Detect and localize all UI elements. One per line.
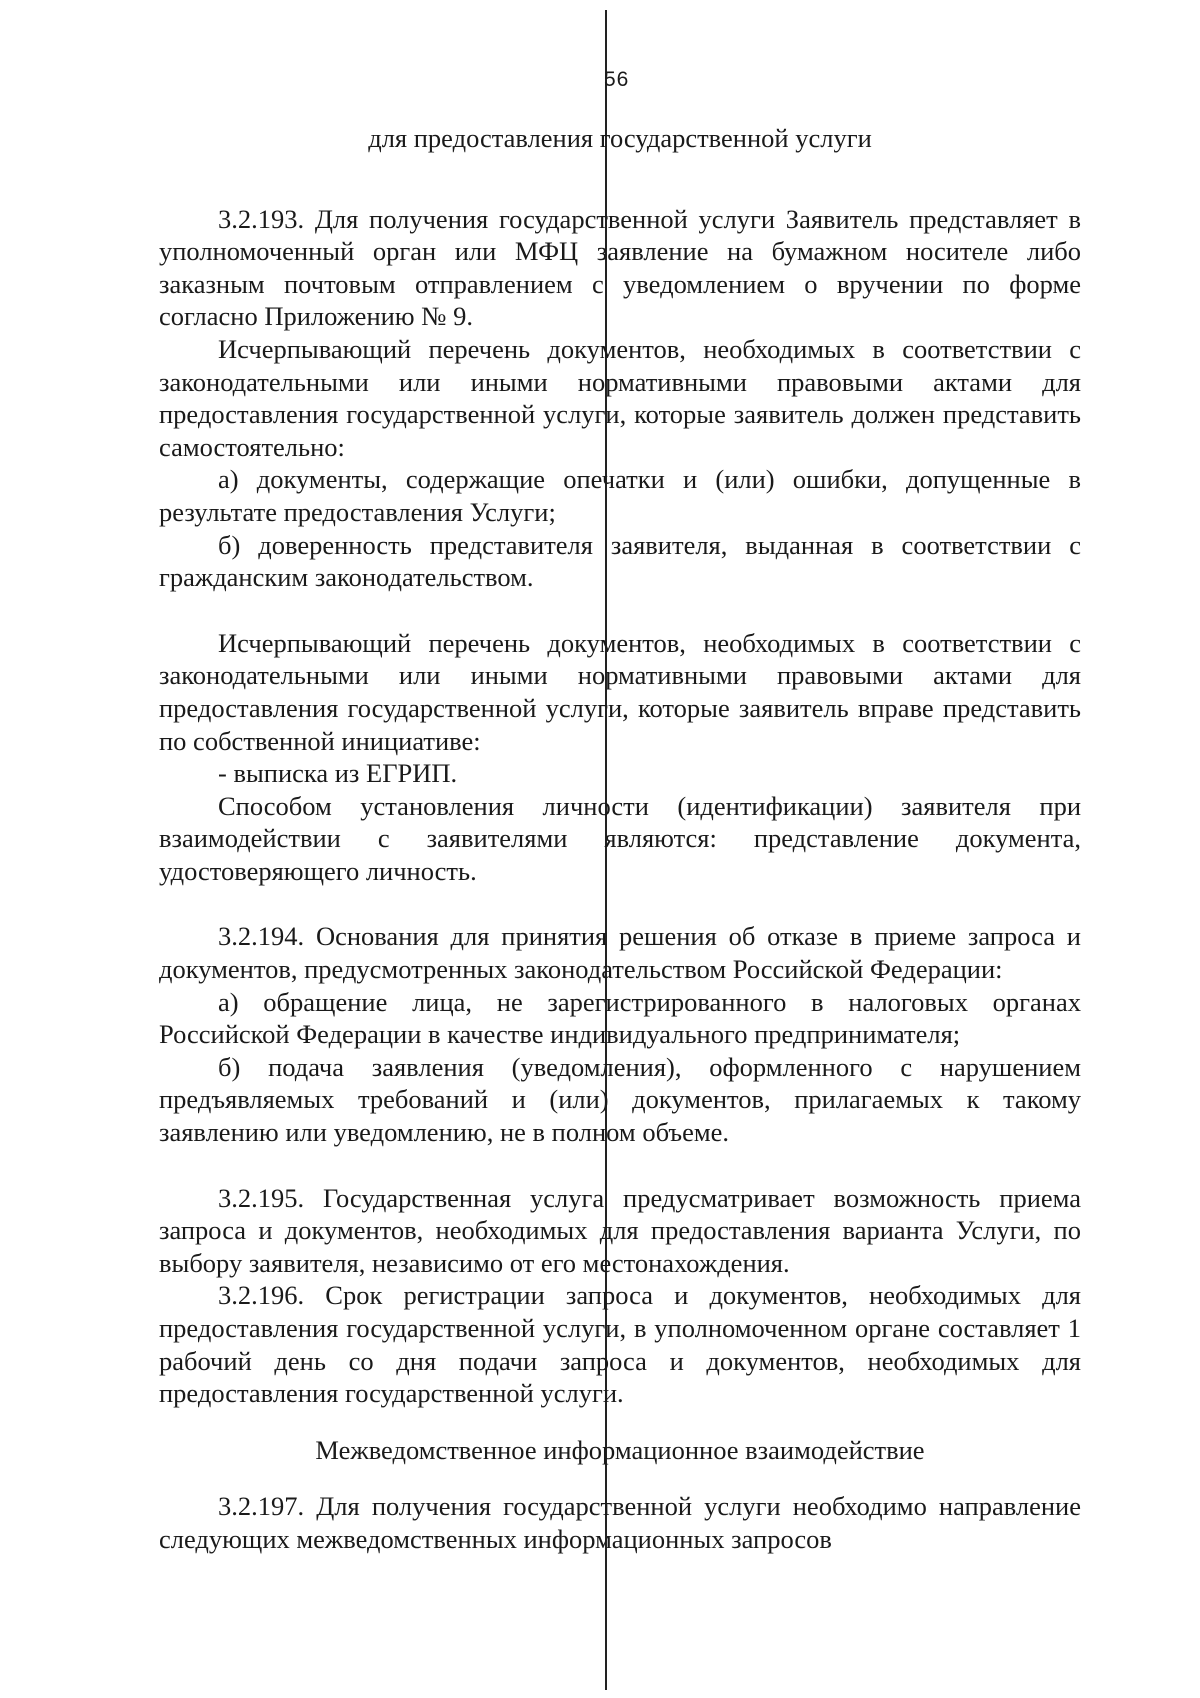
- paragraph: Способом установления личности (идентификации) заявителя при взаимодействии с заявителями являются: представление документа, удостоверяющего личность.: [159, 790, 1081, 886]
- paragraph: 3.2.194. Основания для принятия решения об отказе в приеме запроса и документов, предусмотренных законодательством Российской Федерации:: [159, 921, 1081, 985]
- paragraph: Исчерпывающий перечень документов, необходимых в соответствии с законодательными или иными нормативными правовыми актами для предоставления государственной услуги, которые заявитель должен представить самостоятельно:: [159, 333, 1081, 462]
- list-item: а) обращение лица, не зарегистрированного в налоговых органах Российской Федерации в качестве индивидуального предпринимателя;: [159, 986, 1081, 1050]
- paragraph: 3.2.197. Для получения государственной услуги необходимо направление следующих межведомственных информационных запросов: [159, 1491, 1081, 1554]
- spacer: [159, 1149, 1081, 1182]
- list-item: б) доверенность представителя заявителя, выданная в соответствии с гражданским законодательством.: [159, 529, 1081, 593]
- list-item: б) подача заявления (уведомления), оформленного с нарушением предъявляемых требований и (или) документов, прилагаемых к такому заявлению или уведомлению, не в полном объеме.: [159, 1051, 1081, 1148]
- document-body: [159, 122, 1081, 1556]
- spacer: [159, 594, 1081, 627]
- paragraph: 3.2.193. Для получения государственной услуги Заявитель представляет в уполномоченный орган или МФЦ заявление на бумажном носителе либо заказным почтовым отправлением с уведомлением о вручении по форме согласно Приложению № 9.: [159, 203, 1081, 332]
- list-item: - выписка из ЕГРИП.: [218, 758, 458, 789]
- section-heading: для предоставления государственной услуги: [368, 123, 872, 153]
- page-number: 56: [604, 68, 630, 91]
- section-heading: Межведомственное информационное взаимодействие: [315, 1434, 925, 1465]
- spacer: [159, 1466, 1081, 1490]
- spacer: [159, 1410, 1081, 1434]
- spacer: [159, 155, 1081, 203]
- list-item: а) документы, содержащие опечатки и (или) ошибки, допущенные в результате предоставления Услуги;: [159, 464, 1081, 527]
- paragraph: 3.2.195. Государственная услуга предусматривает возможность приема запроса и документов, необходимых для предоставления варианта Услуги, по выбору заявителя, независимо от его местонахождения.: [159, 1182, 1081, 1278]
- paragraph: 3.2.196. Срок регистрации запроса и документов, необходимых для предоставления государственной услуги, в уполномоченном органе составляет 1 рабочий день со дня подачи запроса и документов, необходимых для предоставления государственной услуги.: [159, 1280, 1081, 1409]
- paragraph: Исчерпывающий перечень документов, необходимых в соответствии с законодательными или иными нормативными правовыми актами для предоставления государственной услуги, которые заявитель вправе представить по собственной инициативе:: [159, 627, 1081, 756]
- spacer: [159, 887, 1081, 920]
